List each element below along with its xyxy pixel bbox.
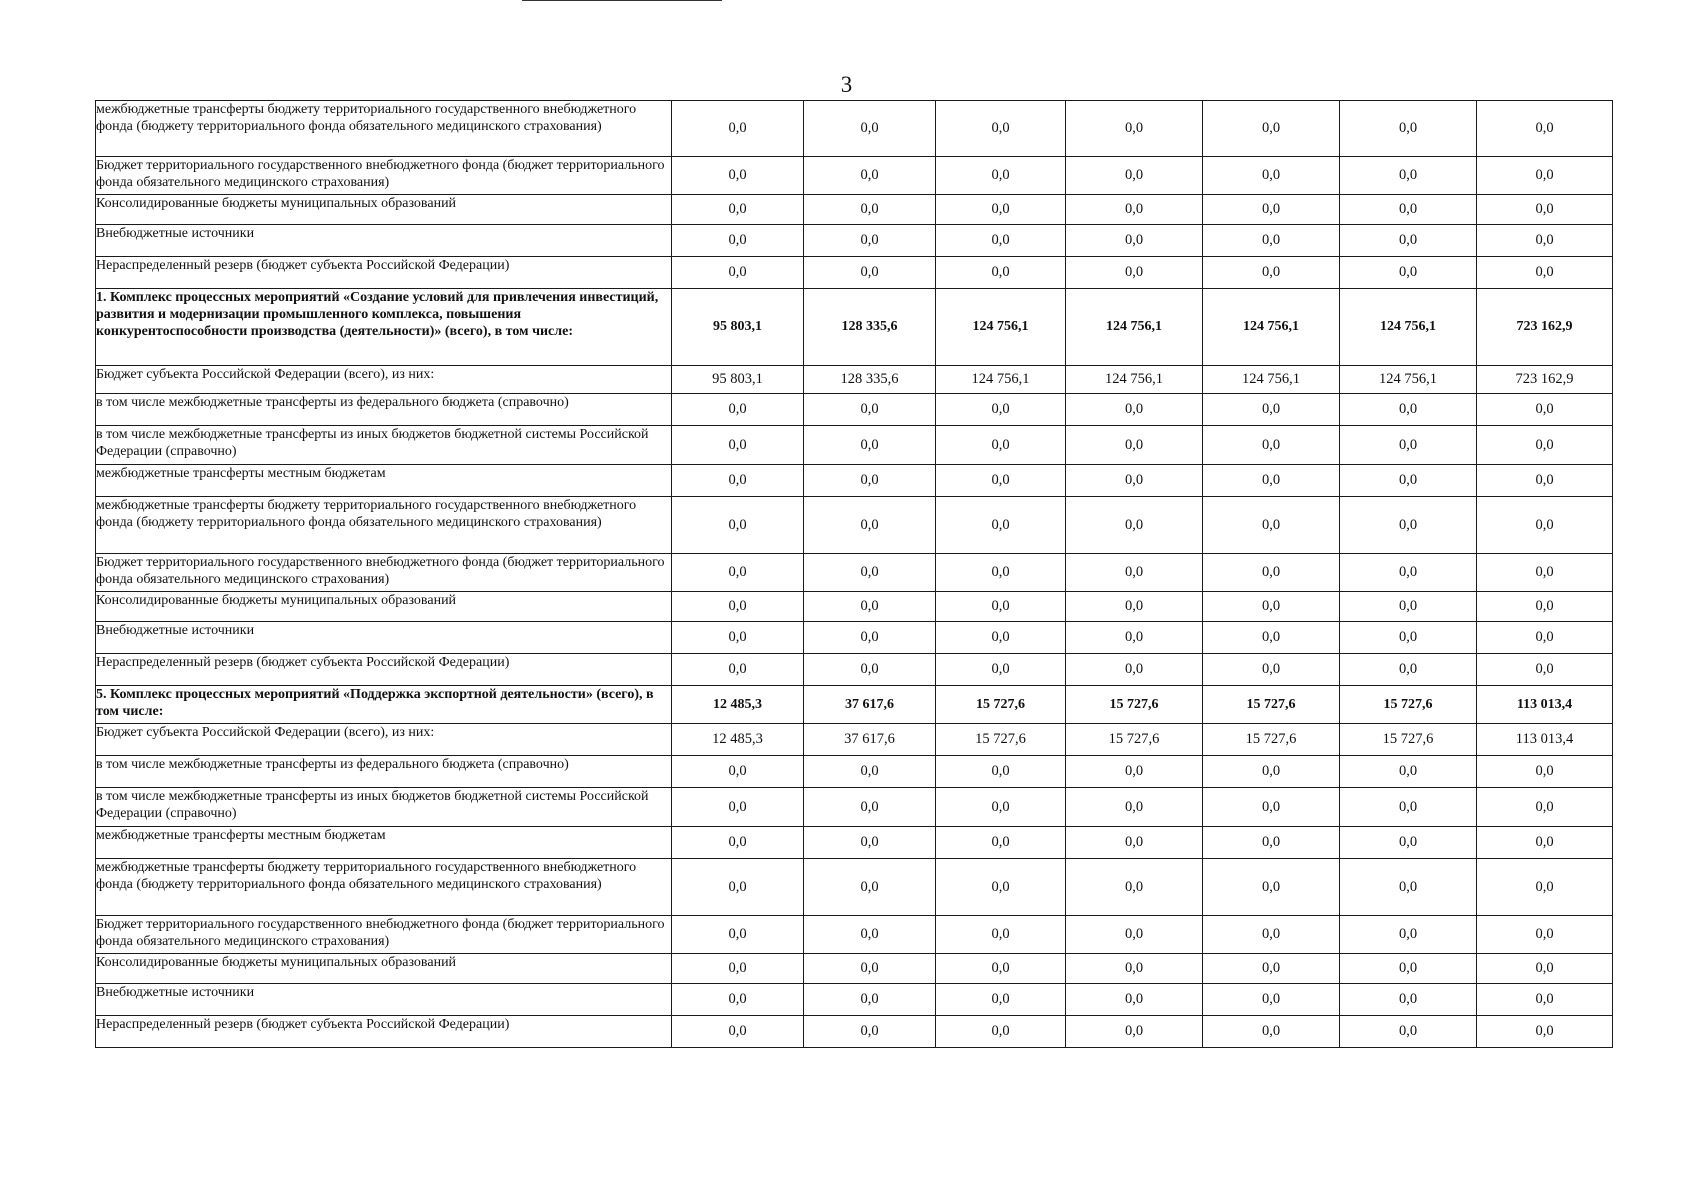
- row-value: 0,0: [672, 984, 804, 1016]
- row-value: 0,0: [1066, 257, 1203, 289]
- row-value: 0,0: [1477, 426, 1613, 465]
- row-value: 0,0: [672, 157, 804, 195]
- row-value: 0,0: [672, 654, 804, 686]
- row-value: 95 803,1: [672, 366, 804, 394]
- row-value: 0,0: [1066, 654, 1203, 686]
- row-value: 0,0: [804, 101, 936, 157]
- row-value: 0,0: [936, 954, 1066, 984]
- row-label: Внебюджетные источники: [96, 225, 672, 257]
- row-value: 0,0: [936, 788, 1066, 827]
- row-label: в том числе межбюджетные трансферты из иных бюджетов бюджетной системы Российской Федерации (справочно): [96, 426, 672, 465]
- row-value: 0,0: [1203, 592, 1340, 622]
- row-value: 723 162,9: [1477, 289, 1613, 366]
- table-row: [96, 592, 1613, 622]
- row-label: в том числе межбюджетные трансферты из федерального бюджета (справочно): [96, 394, 672, 426]
- row-value: 0,0: [1203, 465, 1340, 497]
- row-value: 0,0: [936, 101, 1066, 157]
- row-value: 0,0: [1477, 394, 1613, 426]
- row-value: 0,0: [804, 225, 936, 257]
- row-value: 0,0: [1340, 225, 1477, 257]
- row-label: Консолидированные бюджеты муниципальных образований: [96, 954, 672, 984]
- row-value: 0,0: [804, 257, 936, 289]
- row-value: 0,0: [1066, 756, 1203, 788]
- row-value: 0,0: [1340, 1016, 1477, 1048]
- row-value: 124 756,1: [1203, 289, 1340, 366]
- table-row: [96, 157, 1613, 195]
- row-value: 0,0: [1203, 554, 1340, 592]
- row-value: 0,0: [1477, 622, 1613, 654]
- row-value: 0,0: [1340, 497, 1477, 554]
- row-value: 0,0: [1340, 257, 1477, 289]
- row-value: 0,0: [1203, 257, 1340, 289]
- table-row: [96, 916, 1613, 954]
- row-value: 0,0: [936, 756, 1066, 788]
- row-label: Нераспределенный резерв (бюджет субъекта Российской Федерации): [96, 1016, 672, 1048]
- row-value: 0,0: [1340, 426, 1477, 465]
- row-value: 0,0: [672, 954, 804, 984]
- row-value: 0,0: [672, 788, 804, 827]
- row-value: 0,0: [1066, 916, 1203, 954]
- row-value: 15 727,6: [1340, 724, 1477, 756]
- table-row: [96, 394, 1613, 426]
- row-value: 0,0: [1066, 554, 1203, 592]
- row-value: 0,0: [1477, 554, 1613, 592]
- row-value: 0,0: [1066, 225, 1203, 257]
- row-label: межбюджетные трансферты бюджету территориального государственного внебюджетного фонда (бюджету территориального фонда обязательного медицинского страхования): [96, 497, 672, 554]
- row-label: Бюджет территориального государственного внебюджетного фонда (бюджет территориального фонда обязательного медицинского страхования): [96, 554, 672, 592]
- row-value: 0,0: [936, 592, 1066, 622]
- row-value: 0,0: [804, 954, 936, 984]
- row-label: Бюджет территориального государственного внебюджетного фонда (бюджет территориального фонда обязательного медицинского страхования): [96, 157, 672, 195]
- row-label: межбюджетные трансферты бюджету территориального государственного внебюджетного фонда (бюджету территориального фонда обязательного медицинского страхования): [96, 101, 672, 157]
- row-value: 124 756,1: [936, 366, 1066, 394]
- row-value: 0,0: [936, 654, 1066, 686]
- row-value: 0,0: [804, 465, 936, 497]
- row-value: 0,0: [804, 394, 936, 426]
- row-value: 0,0: [936, 827, 1066, 859]
- row-value: 0,0: [1203, 157, 1340, 195]
- row-value: 15 727,6: [1066, 724, 1203, 756]
- row-value: 0,0: [1066, 954, 1203, 984]
- row-value: 12 485,3: [672, 724, 804, 756]
- row-value: 0,0: [936, 426, 1066, 465]
- row-label: межбюджетные трансферты бюджету территориального государственного внебюджетного фонда (бюджету территориального фонда обязательного медицинского страхования): [96, 859, 672, 916]
- row-value: 0,0: [936, 984, 1066, 1016]
- row-value: 124 756,1: [1066, 289, 1203, 366]
- row-value: 0,0: [804, 654, 936, 686]
- row-value: 12 485,3: [672, 686, 804, 724]
- row-value: 0,0: [1203, 984, 1340, 1016]
- row-value: 0,0: [1066, 157, 1203, 195]
- row-value: 0,0: [804, 756, 936, 788]
- row-label: Нераспределенный резерв (бюджет субъекта Российской Федерации): [96, 654, 672, 686]
- row-value: 0,0: [672, 592, 804, 622]
- row-value: 0,0: [1477, 257, 1613, 289]
- row-label: 1. Комплекс процессных мероприятий «Создание условий для привлечения инвестиций, развития и модернизации промышленного комплекса, повышения конкурентоспособности производства (деятельности)» (всего), в том числе:: [96, 289, 672, 366]
- row-value: 0,0: [804, 592, 936, 622]
- row-label: Консолидированные бюджеты муниципальных образований: [96, 195, 672, 225]
- row-value: 0,0: [936, 394, 1066, 426]
- row-label: межбюджетные трансферты местным бюджетам: [96, 465, 672, 497]
- table-row: [96, 686, 1613, 724]
- row-value: 0,0: [936, 916, 1066, 954]
- table-body: [96, 101, 1613, 1048]
- table-row: [96, 984, 1613, 1016]
- table-row: [96, 497, 1613, 554]
- row-value: 0,0: [1203, 195, 1340, 225]
- row-value: 0,0: [936, 1016, 1066, 1048]
- row-value: 0,0: [1340, 984, 1477, 1016]
- table-row: [96, 426, 1613, 465]
- row-value: 0,0: [1477, 195, 1613, 225]
- row-value: 0,0: [936, 497, 1066, 554]
- row-value: 0,0: [1340, 465, 1477, 497]
- row-value: 0,0: [804, 426, 936, 465]
- page-number: 3: [840, 72, 853, 97]
- row-value: 0,0: [672, 195, 804, 225]
- table-row: [96, 654, 1613, 686]
- row-value: 0,0: [672, 756, 804, 788]
- row-value: 0,0: [672, 465, 804, 497]
- table-row: [96, 788, 1613, 827]
- row-value: 0,0: [1066, 788, 1203, 827]
- row-value: 124 756,1: [1203, 366, 1340, 394]
- row-label: 5. Комплекс процессных мероприятий «Поддержка экспортной деятельности» (всего), в том числе:: [96, 686, 672, 724]
- row-value: 0,0: [936, 195, 1066, 225]
- row-value: 0,0: [804, 1016, 936, 1048]
- row-value: 0,0: [1203, 954, 1340, 984]
- row-value: 0,0: [672, 859, 804, 916]
- row-label: Бюджет субъекта Российской Федерации (всего), из них:: [96, 366, 672, 394]
- row-value: 0,0: [1340, 622, 1477, 654]
- row-value: 0,0: [1340, 756, 1477, 788]
- table-row: [96, 954, 1613, 984]
- row-label: Нераспределенный резерв (бюджет субъекта Российской Федерации): [96, 257, 672, 289]
- row-value: 0,0: [1477, 157, 1613, 195]
- row-value: 0,0: [1340, 954, 1477, 984]
- row-value: 128 335,6: [804, 366, 936, 394]
- table-row: [96, 756, 1613, 788]
- row-value: 0,0: [1477, 827, 1613, 859]
- row-value: 0,0: [1340, 859, 1477, 916]
- row-value: 0,0: [1066, 1016, 1203, 1048]
- row-label: Внебюджетные источники: [96, 622, 672, 654]
- budget-table: [95, 100, 1613, 1048]
- row-value: 0,0: [804, 984, 936, 1016]
- row-value: 0,0: [804, 622, 936, 654]
- table-row: [96, 554, 1613, 592]
- row-value: 15 727,6: [1340, 686, 1477, 724]
- row-value: 0,0: [1477, 592, 1613, 622]
- row-value: 0,0: [1066, 195, 1203, 225]
- row-value: 0,0: [1203, 788, 1340, 827]
- row-value: 0,0: [804, 554, 936, 592]
- row-value: 0,0: [1203, 426, 1340, 465]
- row-value: 0,0: [1203, 654, 1340, 686]
- row-label: Консолидированные бюджеты муниципальных образований: [96, 592, 672, 622]
- row-value: 0,0: [672, 916, 804, 954]
- row-value: 0,0: [1340, 394, 1477, 426]
- row-value: 0,0: [1477, 916, 1613, 954]
- row-value: 0,0: [1203, 859, 1340, 916]
- table-row: [96, 827, 1613, 859]
- row-value: 0,0: [1477, 756, 1613, 788]
- row-value: 0,0: [804, 859, 936, 916]
- row-value: 0,0: [936, 554, 1066, 592]
- row-value: 113 013,4: [1477, 724, 1613, 756]
- row-value: 0,0: [1340, 788, 1477, 827]
- row-value: 0,0: [1340, 592, 1477, 622]
- row-value: 0,0: [1477, 954, 1613, 984]
- row-value: 0,0: [804, 916, 936, 954]
- row-value: 0,0: [804, 157, 936, 195]
- row-value: 0,0: [672, 101, 804, 157]
- row-value: 95 803,1: [672, 289, 804, 366]
- row-value: 0,0: [1340, 195, 1477, 225]
- row-value: 15 727,6: [936, 724, 1066, 756]
- row-value: 0,0: [1066, 465, 1203, 497]
- row-label: межбюджетные трансферты местным бюджетам: [96, 827, 672, 859]
- row-value: 0,0: [1477, 788, 1613, 827]
- row-value: 113 013,4: [1477, 686, 1613, 724]
- row-value: 124 756,1: [1340, 366, 1477, 394]
- row-value: 124 756,1: [1340, 289, 1477, 366]
- row-value: 0,0: [1477, 859, 1613, 916]
- row-value: 0,0: [1066, 394, 1203, 426]
- top-rule: [522, 0, 722, 1]
- row-value: 0,0: [672, 1016, 804, 1048]
- row-value: 0,0: [1203, 916, 1340, 954]
- row-label: в том числе межбюджетные трансферты из федерального бюджета (справочно): [96, 756, 672, 788]
- row-label: в том числе межбюджетные трансферты из иных бюджетов бюджетной системы Российской Федерации (справочно): [96, 788, 672, 827]
- row-value: 0,0: [672, 497, 804, 554]
- row-value: 37 617,6: [804, 724, 936, 756]
- row-value: 0,0: [1066, 101, 1203, 157]
- row-value: 0,0: [1203, 101, 1340, 157]
- row-value: 0,0: [936, 622, 1066, 654]
- row-value: 0,0: [1066, 497, 1203, 554]
- table-row: [96, 366, 1613, 394]
- row-value: 0,0: [1203, 394, 1340, 426]
- row-value: 124 756,1: [936, 289, 1066, 366]
- row-value: 0,0: [1203, 497, 1340, 554]
- row-value: 0,0: [1066, 827, 1203, 859]
- row-value: 0,0: [1066, 622, 1203, 654]
- table-row: [96, 225, 1613, 257]
- row-value: 0,0: [804, 497, 936, 554]
- row-value: 0,0: [804, 788, 936, 827]
- table-row: [96, 465, 1613, 497]
- row-label: Бюджет субъекта Российской Федерации (всего), из них:: [96, 724, 672, 756]
- row-value: 0,0: [1203, 622, 1340, 654]
- row-value: 0,0: [936, 157, 1066, 195]
- row-value: 0,0: [936, 225, 1066, 257]
- row-value: 0,0: [936, 257, 1066, 289]
- row-value: 15 727,6: [1066, 686, 1203, 724]
- row-value: 0,0: [804, 827, 936, 859]
- table-row: [96, 724, 1613, 756]
- table-row: [96, 257, 1613, 289]
- row-value: 0,0: [1203, 827, 1340, 859]
- row-label: Бюджет территориального государственного внебюджетного фонда (бюджет территориального фонда обязательного медицинского страхования): [96, 916, 672, 954]
- row-value: 0,0: [1203, 756, 1340, 788]
- row-value: 0,0: [1340, 916, 1477, 954]
- row-value: 0,0: [804, 195, 936, 225]
- row-value: 0,0: [1477, 497, 1613, 554]
- table-row: [96, 289, 1613, 366]
- row-value: 124 756,1: [1066, 366, 1203, 394]
- row-value: 0,0: [1477, 101, 1613, 157]
- row-value: 0,0: [672, 394, 804, 426]
- row-value: 0,0: [1066, 426, 1203, 465]
- row-value: 0,0: [1203, 225, 1340, 257]
- row-value: 0,0: [1477, 225, 1613, 257]
- table-row: [96, 101, 1613, 157]
- row-value: 0,0: [936, 859, 1066, 916]
- row-value: 15 727,6: [1203, 724, 1340, 756]
- table-row: [96, 195, 1613, 225]
- row-value: 0,0: [672, 622, 804, 654]
- row-value: 0,0: [672, 827, 804, 859]
- row-value: 0,0: [1340, 101, 1477, 157]
- row-value: 37 617,6: [804, 686, 936, 724]
- row-value: 0,0: [672, 257, 804, 289]
- row-value: 15 727,6: [936, 686, 1066, 724]
- row-value: 0,0: [672, 426, 804, 465]
- row-value: 0,0: [1477, 465, 1613, 497]
- row-value: 128 335,6: [804, 289, 936, 366]
- row-value: 0,0: [672, 554, 804, 592]
- row-value: 15 727,6: [1203, 686, 1340, 724]
- row-value: 0,0: [1340, 654, 1477, 686]
- row-value: 0,0: [1477, 984, 1613, 1016]
- table-row: [96, 859, 1613, 916]
- row-value: 0,0: [1477, 1016, 1613, 1048]
- row-value: 0,0: [1066, 859, 1203, 916]
- row-value: 723 162,9: [1477, 366, 1613, 394]
- row-value: 0,0: [1477, 654, 1613, 686]
- row-value: 0,0: [1066, 984, 1203, 1016]
- table-row: [96, 1016, 1613, 1048]
- table-row: [96, 622, 1613, 654]
- row-value: 0,0: [1066, 592, 1203, 622]
- row-value: 0,0: [1340, 827, 1477, 859]
- row-value: 0,0: [1340, 554, 1477, 592]
- row-value: 0,0: [672, 225, 804, 257]
- row-value: 0,0: [1340, 157, 1477, 195]
- row-label: Внебюджетные источники: [96, 984, 672, 1016]
- row-value: 0,0: [936, 465, 1066, 497]
- row-value: 0,0: [1203, 1016, 1340, 1048]
